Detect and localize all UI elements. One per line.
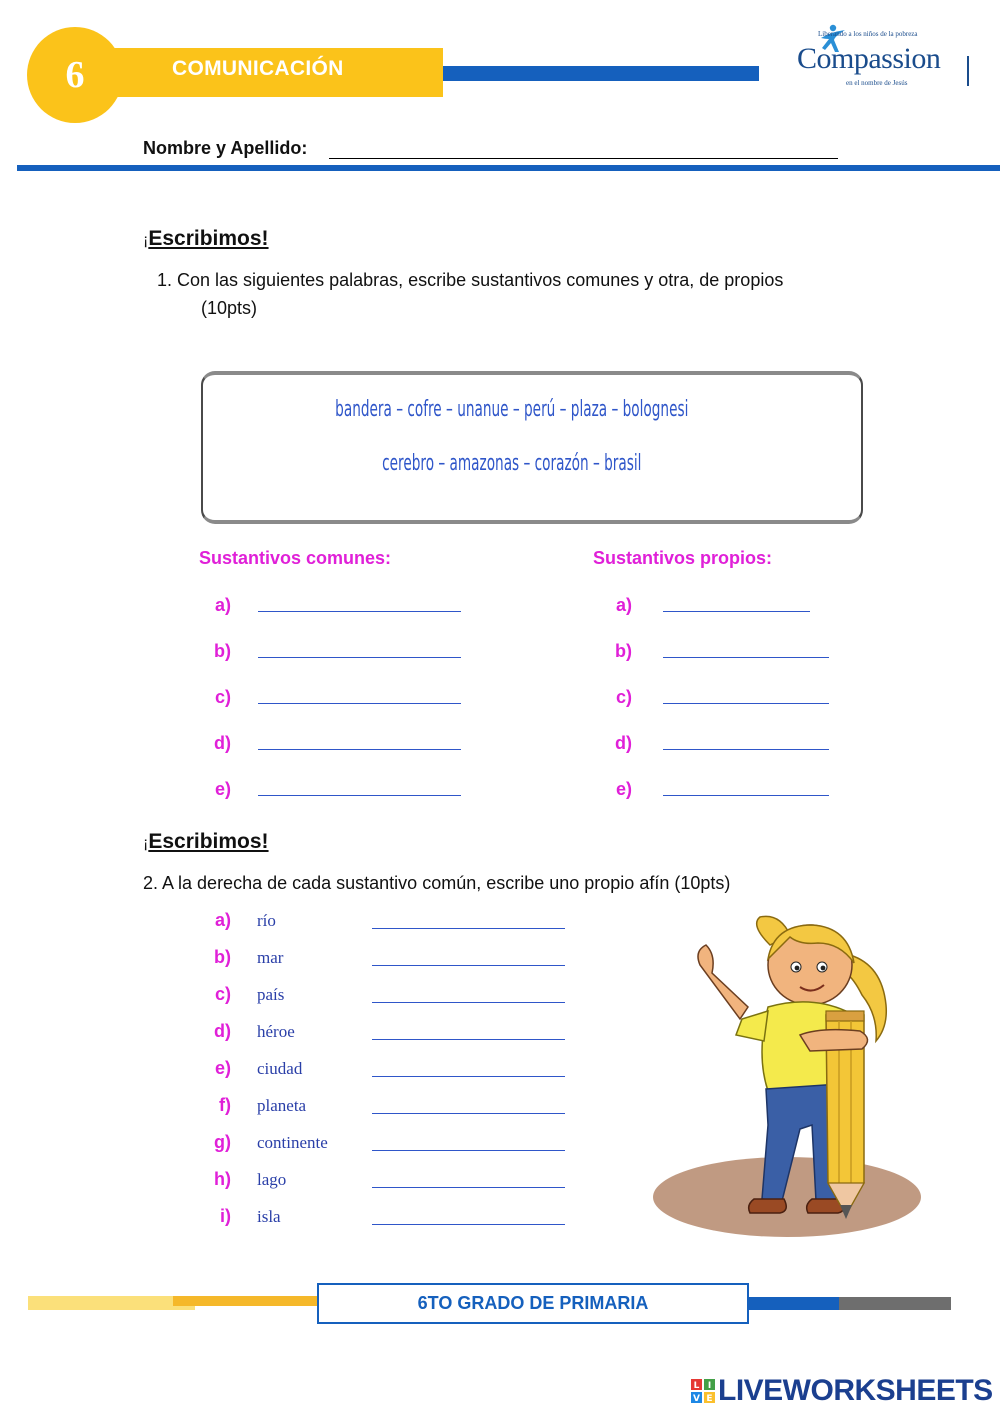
common-answer-line[interactable] [258, 749, 461, 750]
common-answer-line[interactable] [258, 657, 461, 658]
section1-heading: ¡Escribimos! [143, 227, 269, 250]
noun-item-letter: h) [214, 1169, 231, 1189]
proper-nouns-title: Sustantivos propios: [593, 548, 773, 568]
girl-with-pencil-illustration [650, 915, 930, 1240]
noun-item-letter: d) [214, 1021, 231, 1041]
proper-item-letter: b) [615, 641, 632, 661]
footer-yellow-stripe [173, 1296, 323, 1306]
logo-wordmark: Compassion [797, 42, 941, 75]
common-noun: mar [257, 948, 284, 967]
common-item-letter: b) [214, 641, 231, 661]
proper-item-letter: d) [615, 733, 632, 753]
header-blue-stripe [443, 66, 759, 81]
proper-noun-answer-line[interactable] [372, 1039, 565, 1040]
noun-item-letter: e) [214, 1058, 231, 1078]
proper-item-letter: c) [615, 687, 632, 707]
liveworksheets-logo[interactable] [690, 1374, 993, 1408]
footer-gray-stripe [839, 1297, 951, 1310]
brand-block-letter: V [693, 1394, 700, 1404]
common-answer-line[interactable] [258, 611, 461, 612]
proper-noun-answer-line[interactable] [372, 928, 565, 929]
proper-noun-answer-line[interactable] [372, 965, 565, 966]
word-bank-line-1: bandera – cofre – unanue – perú – plaza – bolognesi [335, 397, 689, 422]
footer-grade-label: 6TO GRADO DE PRIMARIA [317, 1283, 749, 1324]
proper-item-letter: a) [615, 595, 632, 615]
liveworksheets-blocks-icon [690, 1378, 716, 1404]
subject-title: COMUNICACIÓN [172, 57, 344, 80]
common-noun: ciudad [257, 1059, 303, 1078]
proper-answer-line[interactable] [663, 749, 829, 750]
brand-block-letter: I [707, 1381, 712, 1391]
proper-answer-line[interactable] [663, 657, 829, 658]
footer-blue-stripe [747, 1297, 839, 1310]
common-noun: lago [257, 1170, 287, 1189]
proper-answer-line[interactable] [663, 795, 829, 796]
section2-instruction: 2. A la derecha de cada sustantivo común, escribe uno propio afín (10pts) [143, 873, 731, 893]
common-noun: continente [257, 1133, 328, 1152]
common-item-letter: c) [214, 687, 231, 707]
common-noun: isla [257, 1207, 281, 1226]
proper-noun-answer-line[interactable] [372, 1150, 565, 1151]
common-item-letter: d) [214, 733, 231, 753]
word-bank-line-2: cerebro – amazonas – corazón – brasil [382, 451, 642, 476]
proper-noun-answer-line[interactable] [372, 1002, 565, 1003]
section2-heading: ¡Escribimos! [143, 830, 269, 853]
noun-item-letter: g) [214, 1132, 231, 1152]
logo-tagline: Liberando a los niños de la pobreza [818, 30, 918, 38]
name-label: Nombre y Apellido: [143, 138, 308, 158]
noun-item-letter: c) [214, 984, 231, 1004]
common-noun: héroe [257, 1022, 295, 1041]
liveworksheets-wordmark: LIVEWORKSHEETS [718, 1374, 993, 1407]
grade-number-badge: 6 [27, 27, 123, 123]
proper-noun-answer-line[interactable] [372, 1113, 565, 1114]
brand-block-letter: L [693, 1381, 700, 1391]
logo-separator [967, 56, 969, 86]
proper-answer-line[interactable] [663, 703, 829, 704]
name-input-line[interactable] [329, 158, 838, 159]
proper-answer-line[interactable] [663, 611, 810, 612]
section1-points: (10pts) [201, 298, 258, 318]
proper-noun-answer-line[interactable] [372, 1224, 565, 1225]
noun-item-letter: i) [220, 1206, 231, 1226]
common-item-letter: e) [214, 779, 231, 799]
noun-item-letter: a) [214, 910, 231, 930]
footer-yellow-stripe-light [28, 1296, 195, 1310]
logo-subline: en el nombre de Jesús [846, 79, 908, 87]
common-noun: país [257, 985, 285, 1004]
proper-noun-answer-line[interactable] [372, 1076, 565, 1077]
common-noun: planeta [257, 1096, 307, 1115]
common-nouns-title: Sustantivos comunes: [199, 548, 392, 568]
common-answer-line[interactable] [258, 703, 461, 704]
header-rule [17, 165, 1000, 171]
common-item-letter: a) [214, 595, 231, 615]
common-noun: río [257, 911, 276, 930]
common-answer-line[interactable] [258, 795, 461, 796]
word-bank-box [201, 371, 863, 524]
noun-item-letter: f) [219, 1095, 231, 1115]
proper-item-letter: e) [615, 779, 632, 799]
section1-instruction: 1. Con las siguientes palabras, escribe sustantivos comunes y otra, de propios [157, 270, 784, 290]
proper-noun-answer-line[interactable] [372, 1187, 565, 1188]
noun-item-letter: b) [214, 947, 231, 967]
brand-block-letter: E [706, 1394, 713, 1404]
